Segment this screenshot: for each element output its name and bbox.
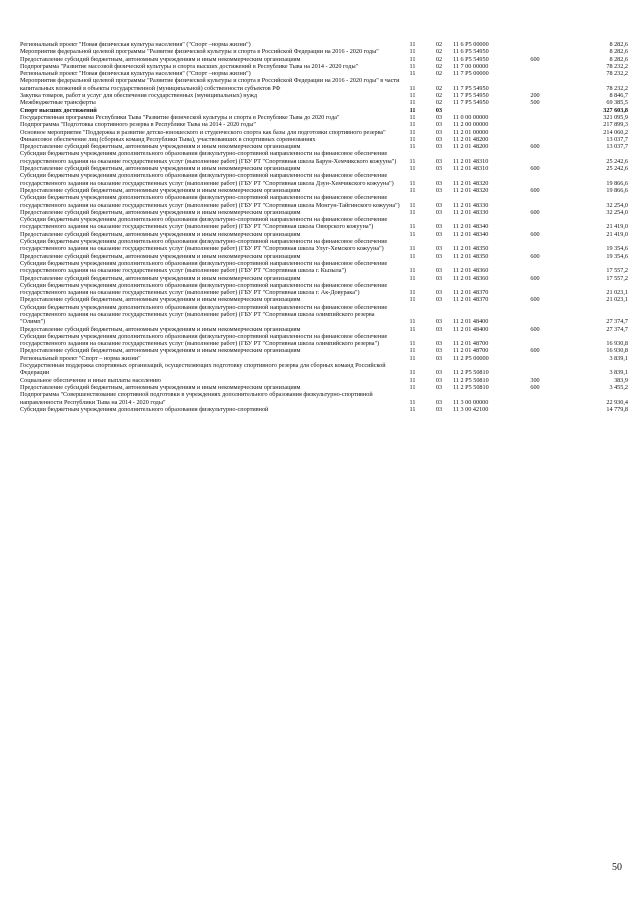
- row-amount: 25 242,6: [606, 165, 628, 173]
- row-amount: 8 846,7: [609, 92, 628, 100]
- row-name: Субсидии бюджетным учреждениям дополнительного образования физкультурно-спортивной: [20, 405, 269, 413]
- row-amount: 21 023,1: [606, 289, 628, 297]
- row-section: 11: [409, 121, 416, 129]
- row-subsection: 03: [435, 383, 443, 391]
- row-target-item: 11 6 P5 54950: [453, 48, 489, 56]
- row-amount: 19 354,6: [606, 252, 628, 260]
- row-section: 11: [409, 41, 416, 48]
- row-amount: 214 060,2: [603, 128, 628, 136]
- row-expense-type: 500: [530, 99, 540, 107]
- row-target-item: 11 2 01 48320: [453, 179, 489, 187]
- row-name: Предоставление субсидий бюджетным, автономным учреждениям и иным некоммерческим организациям: [20, 296, 301, 304]
- row-target-item: 11 2 01 48330: [453, 201, 489, 209]
- row-subsection: 03: [435, 369, 443, 377]
- row-expense-type: 600: [530, 165, 540, 173]
- row-target-item: 11 2 01 48320: [453, 186, 489, 194]
- row-target-item: 11 7 P5 54950: [453, 99, 489, 107]
- row-subsection: 03: [435, 405, 443, 413]
- row-amount: 17 557,2: [606, 267, 628, 275]
- row-amount: 78 232,2: [606, 84, 628, 92]
- row-name: Субсидии бюджетным учреждениям дополнительного образования физкультурно-спортивной направленности на финансовое обеспечение государственного задания на оказание государственных услуг (выполнение работ) (ГБУ РТ "Спортивная школа г. Ак-Довурака"): [20, 281, 388, 297]
- row-expense-type: 600: [530, 325, 540, 333]
- table-row: [20, 121, 628, 128]
- row-target-item: 11 3 00 42100: [453, 405, 489, 413]
- row-target-item: 11 2 01 48310: [453, 157, 489, 165]
- row-name: Социальное обеспечение и иные выплаты населению: [20, 376, 161, 384]
- row-amount: 32 254,0: [606, 208, 628, 216]
- row-subsection: 03: [435, 398, 443, 406]
- table-row: [20, 391, 628, 406]
- row-subsection: 02: [435, 70, 443, 78]
- row-amount: 13 037,7: [606, 143, 628, 151]
- row-amount: 32 254,0: [606, 201, 628, 209]
- row-subsection: 03: [435, 289, 443, 297]
- row-name: Региональный проект "Спорт – норма жизни": [20, 354, 141, 362]
- row-section: 11: [409, 135, 416, 143]
- row-subsection: 03: [435, 376, 443, 384]
- row-expense-type: 600: [530, 252, 540, 260]
- row-target-item: 11 0 00 00000: [453, 113, 489, 121]
- row-target-item: 11 2 01 48360: [453, 267, 489, 275]
- table-row: [20, 63, 628, 70]
- row-name: Подпрограмма "Развитие массовой физической культуры и спорта высших достижений в Республике Тыва на 2014 - 2020 годы": [20, 62, 359, 70]
- row-name: Предоставление субсидий бюджетным, автономным учреждениям и иным некоммерческим организациям: [20, 186, 301, 194]
- row-amount: 19 866,6: [606, 186, 628, 194]
- row-expense-type: [520, 260, 550, 275]
- row-section: 11: [409, 347, 416, 355]
- row-subsection: 03: [435, 274, 443, 282]
- row-expense-type: 600: [530, 274, 540, 282]
- row-amount: 383,9: [614, 376, 628, 384]
- row-amount: 27 374,7: [606, 318, 628, 326]
- table-row: [20, 296, 628, 303]
- row-subsection: 03: [435, 245, 443, 253]
- row-section: 11: [409, 165, 416, 173]
- row-subsection: 03: [435, 186, 443, 194]
- row-target-item: 11 7 P5 00000: [453, 70, 489, 78]
- row-name: Предоставление субсидий бюджетным, автономным учреждениям и иным некоммерческим организациям: [20, 230, 301, 238]
- row-amount: 13 037,7: [606, 135, 628, 143]
- row-subsection: 03: [435, 208, 443, 216]
- row-subsection: 03: [435, 143, 443, 151]
- row-subsection: 02: [435, 55, 443, 63]
- table-row: [20, 253, 628, 260]
- table-row: [20, 48, 628, 55]
- row-section: 11: [409, 70, 416, 78]
- row-amount: 3 455,2: [609, 383, 628, 391]
- row-target-item: 11 3 00 00000: [453, 398, 489, 406]
- table-row: [20, 92, 628, 99]
- row-target-item: 11 2 P5 50810: [453, 369, 489, 377]
- row-expense-type: [520, 362, 550, 377]
- row-subsection: 03: [435, 179, 443, 187]
- row-amount: 19 354,6: [606, 245, 628, 253]
- row-name: Предоставление субсидий бюджетным, автономным учреждениям и иным некоммерческим организациям: [20, 383, 301, 391]
- row-section: 11: [409, 245, 416, 253]
- row-expense-type: 300: [530, 376, 540, 384]
- row-target-item: 11 2 01 48330: [453, 208, 489, 216]
- row-expense-type: 600: [530, 186, 540, 194]
- row-section: 11: [409, 143, 416, 151]
- row-amount: 17 557,2: [606, 274, 628, 282]
- table-row: [20, 150, 628, 165]
- row-amount: 321 095,9: [603, 113, 628, 121]
- row-section: 11: [409, 230, 416, 238]
- row-amount: 19 866,6: [606, 179, 628, 187]
- row-expense-type: [520, 129, 550, 136]
- table-row: [20, 326, 628, 333]
- table-row: [20, 187, 628, 194]
- table-row: [20, 347, 628, 354]
- row-amount: 21 023,1: [606, 296, 628, 304]
- row-expense-type: 600: [530, 383, 540, 391]
- row-section: 11: [409, 405, 416, 413]
- row-amount: 3 839,1: [609, 369, 628, 377]
- page-number: 50: [612, 862, 622, 873]
- row-subsection: 02: [435, 99, 443, 107]
- row-subsection: 03: [435, 106, 443, 114]
- table-row: [20, 275, 628, 282]
- row-subsection: 03: [435, 135, 443, 143]
- row-subsection: 03: [435, 121, 443, 129]
- row-section: 11: [409, 62, 416, 70]
- row-target-item: 11 2 01 48200: [453, 143, 489, 151]
- row-section: 11: [409, 55, 416, 63]
- row-name: Субсидии бюджетным учреждениям дополнительного образования физкультурно-спортивной направленности на финансовое обеспечение государственного задания на оказание государственных услуг (выполнение работ) (ГБУ РТ "Спортивная школа олимпийского резерва"): [20, 332, 388, 348]
- row-target-item: [453, 107, 520, 114]
- row-target-item: 11 2 01 00000: [453, 128, 489, 136]
- row-expense-type: [520, 77, 550, 92]
- row-amount: 22 930,4: [606, 398, 628, 406]
- table-row: [20, 282, 628, 297]
- row-expense-type: [520, 121, 550, 128]
- row-expense-type: [520, 282, 550, 297]
- row-expense-type: 600: [530, 230, 540, 238]
- row-section: 11: [409, 99, 416, 107]
- row-name: Подпрограмма "Подготовка спортивного резерва в Республике Тыва на 2014 - 2020 годы": [20, 121, 256, 129]
- table-row: [20, 406, 628, 413]
- row-name: Подпрограмма "Совершенствование спортивной подготовки в учреждениях дополнительного образования физкультурно-спортивной направленности Республики Тыва на 2014 - 2020 годы": [20, 391, 373, 406]
- row-subsection: 03: [435, 128, 443, 136]
- row-amount: 27 374,7: [606, 325, 628, 333]
- row-expense-type: [520, 172, 550, 187]
- row-target-item: 11 2 P5 50810: [453, 376, 489, 384]
- row-target-item: 11 2 01 48350: [453, 245, 489, 253]
- row-target-item: 11 2 01 48700: [453, 340, 489, 348]
- row-section: 11: [409, 223, 416, 231]
- row-expense-type: [520, 238, 550, 253]
- table-row: [20, 165, 628, 172]
- row-name: Государственная программа Республики Тыва "Развитие физической культуры и спорта в Республике Тыва до 2020 года": [20, 113, 340, 121]
- row-expense-type: [520, 41, 550, 48]
- row-name: Региональный проект "Новая физическая культура населения" ("Спорт –норма жизни"): [20, 70, 251, 78]
- row-expense-type: [520, 48, 550, 55]
- row-subsection: 02: [435, 92, 443, 100]
- row-name: Спорт высших достижений: [20, 106, 97, 114]
- row-subsection: 03: [435, 267, 443, 275]
- row-section: 11: [409, 179, 416, 187]
- row-expense-type: 600: [530, 55, 540, 63]
- row-target-item: 11 2 01 48310: [453, 165, 489, 173]
- row-target-item: 11 2 01 48370: [453, 296, 489, 304]
- row-amount: 8 282,6: [609, 41, 628, 48]
- table-row: [20, 56, 628, 63]
- row-expense-type: [520, 63, 550, 70]
- row-name: Субсидии бюджетным учреждениям дополнительного образования физкультурно-спортивной направленности на финансовое обеспечение государственного задания на оказание государственных услуг (выполнение работ) (ГБУ РТ "Спортивная школа олимпийского резерва "Олимп"): [20, 303, 388, 326]
- row-expense-type: [520, 70, 550, 77]
- row-section: 11: [409, 113, 416, 121]
- table-row: [20, 172, 628, 187]
- row-amount: 217 899,3: [603, 121, 628, 129]
- row-subsection: 02: [435, 41, 443, 48]
- row-amount: 3 839,1: [609, 354, 628, 362]
- budget-table-body: [20, 41, 628, 413]
- row-name: Предоставление субсидий бюджетным, автономным учреждениям и иным некоммерческим организациям: [20, 347, 301, 355]
- row-section: 11: [409, 92, 416, 100]
- row-subsection: 03: [435, 354, 443, 362]
- row-section: 11: [409, 318, 416, 326]
- row-target-item: 11 2 01 48340: [453, 230, 489, 238]
- row-amount: 78 232,2: [606, 62, 628, 70]
- row-section: 11: [409, 369, 416, 377]
- row-subsection: 03: [435, 201, 443, 209]
- row-subsection: 03: [435, 113, 443, 121]
- row-section: 11: [409, 383, 416, 391]
- row-section: 11: [409, 157, 416, 165]
- row-name: Государственная поддержка спортивных организаций, осуществляющих подготовку спортивного резерва для сборных команд Российской Федерации: [20, 362, 386, 377]
- row-subsection: 03: [435, 340, 443, 348]
- row-name: Субсидии бюджетным учреждениям дополнительного образования физкультурно-спортивной направленности на финансовое обеспечение государственного задания на оказание государственных услуг (выполнение работ) (ГБУ РТ "Спортивная школа Барун-Хемчикского кожууна"): [20, 150, 397, 165]
- row-name: Субсидии бюджетным учреждениям дополнительного образования физкультурно-спортивной направленности на финансовое обеспечение государственного задания на оказание государственных услуг (выполнение работ) (ГБУ РТ "Спортивная школа Овюрского кожууна"): [20, 216, 388, 231]
- row-expense-type: [520, 107, 550, 114]
- row-section: 11: [409, 354, 416, 362]
- table-row: [20, 136, 628, 143]
- row-section: 11: [409, 84, 416, 92]
- row-name: Предоставление субсидий бюджетным, автономным учреждениям и иным некоммерческим организациям: [20, 274, 301, 282]
- row-expense-type: [520, 194, 550, 209]
- table-row: [20, 114, 628, 121]
- table-row: [20, 384, 628, 391]
- row-target-item: 11 7 P5 54950: [453, 92, 489, 100]
- row-subsection: 02: [435, 84, 443, 92]
- budget-table: [20, 41, 628, 413]
- row-name: Субсидии бюджетным учреждениям дополнительного образования физкультурно-спортивной направленности на финансовое обеспечение государственного задания на оказание государственных услуг (выполнение работ) (ГБУ РТ "Спортивная школа г. Кызыла"): [20, 259, 388, 275]
- row-subsection: 03: [435, 252, 443, 260]
- row-subsection: 03: [435, 157, 443, 165]
- row-target-item: 11 2 01 48200: [453, 135, 489, 143]
- row-subsection: 03: [435, 325, 443, 333]
- row-name: Мероприятия федеральной целевой программы "Развитие физической культуры и спорта в Российской Федерации на 2016 - 2020 годы" в части капитальных вложений в объекты государственной (муниципальной) собственности субъектов РФ: [20, 77, 400, 92]
- table-row: [20, 355, 628, 362]
- row-expense-type: [520, 333, 550, 348]
- table-row: [20, 99, 628, 106]
- row-section: 11: [409, 340, 416, 348]
- row-target-item: 11 2 P5 00000: [453, 354, 489, 362]
- row-expense-type: [520, 304, 550, 326]
- row-expense-type: 600: [530, 208, 540, 216]
- row-amount: 25 242,6: [606, 157, 628, 165]
- row-name: Региональный проект "Новая физическая культура населения" ("Спорт –норма жизни"): [20, 41, 251, 48]
- row-target-item: 11 7 00 00000: [453, 62, 489, 70]
- table-row: [20, 70, 628, 77]
- row-name: Предоставление субсидий бюджетным, автономным учреждениям и иным некоммерческим организациям: [20, 208, 301, 216]
- row-expense-type: [520, 355, 550, 362]
- row-amount: 16 930,8: [606, 340, 628, 348]
- table-row: [20, 362, 628, 377]
- table-row: [20, 216, 628, 231]
- row-target-item: 11 2 01 48340: [453, 223, 489, 231]
- table-row: [20, 77, 628, 92]
- row-section: 11: [409, 201, 416, 209]
- row-amount: 8 282,6: [609, 48, 628, 56]
- table-row: [20, 41, 628, 48]
- row-expense-type: [520, 391, 550, 406]
- row-amount: 69 385,5: [606, 99, 628, 107]
- row-section: 11: [409, 325, 416, 333]
- row-name: Предоставление субсидий бюджетным, автономным учреждениям и иным некоммерческим организациям: [20, 55, 301, 63]
- row-name: Основное мероприятие "Поддержка и развитие детско-юношеского и студенческого спорта как базы для подготовки спортивного резерва": [20, 128, 386, 136]
- table-row: [20, 107, 628, 114]
- row-section: 11: [409, 208, 416, 216]
- row-subsection: 03: [435, 296, 443, 304]
- row-section: 11: [409, 274, 416, 282]
- table-row: [20, 194, 628, 209]
- row-name: Субсидии бюджетным учреждениям дополнительного образования физкультурно-спортивной направленности на финансовое обеспечение государственного задания на оказание государственных услуг (выполнение работ) (ГБУ РТ "Спортивная школа Дзун-Хемчикского кожууна"): [20, 172, 394, 187]
- row-amount: 8 282,6: [609, 55, 628, 63]
- row-name: Предоставление субсидий бюджетным, автономным учреждениям и иным некоммерческим организациям: [20, 143, 301, 151]
- table-row: [20, 209, 628, 216]
- row-subsection: 02: [435, 48, 443, 56]
- row-expense-type: 600: [530, 143, 540, 151]
- row-subsection: 02: [435, 62, 443, 70]
- row-target-item: 11 2 01 48350: [453, 252, 489, 260]
- table-row: [20, 333, 628, 348]
- row-subsection: 03: [435, 230, 443, 238]
- row-target-item: 11 2 01 48370: [453, 289, 489, 297]
- row-name: Мероприятия федеральной целевой программы "Развитие физической культуры и спорта в Российской Федерации на 2016 - 2020 годы": [20, 48, 379, 56]
- row-amount: 78 232,2: [606, 70, 628, 78]
- row-target-item: 11 7 P5 54950: [453, 84, 489, 92]
- row-target-item: 11 2 01 48700: [453, 347, 489, 355]
- row-target-item: 11 2 P5 50810: [453, 383, 489, 391]
- table-row: [20, 143, 628, 150]
- row-amount: 327 603,8: [603, 106, 628, 114]
- row-name: Предоставление субсидий бюджетным, автономным учреждениям и иным некоммерческим организациям: [20, 165, 301, 173]
- row-expense-type: [520, 114, 550, 121]
- row-target-item: 11 6 P5 00000: [453, 41, 489, 48]
- row-amount: 21 419,0: [606, 230, 628, 238]
- row-subsection: 03: [435, 223, 443, 231]
- row-name: Субсидии бюджетным учреждениям дополнительного образования физкультурно-спортивной направленности на финансовое обеспечение государственного задания на оказание государственных услуг (выполнение работ) (ГБУ РТ "Спортивная школа Монгун-Тайгинского кожууна"): [20, 194, 400, 209]
- row-section: 11: [409, 267, 416, 275]
- row-target-item: 11 2 01 48360: [453, 274, 489, 282]
- row-name: Субсидии бюджетным учреждениям дополнительного образования физкультурно-спортивной направленности на финансовое обеспечение государственного задания на оказание государственных услуг (выполнение работ) (ГБУ РТ "Спортивная школа Улуг-Хемского кожууна"): [20, 238, 388, 253]
- row-section: 11: [409, 289, 416, 297]
- row-section: 11: [409, 376, 416, 384]
- row-target-item: 11 6 P5 54950: [453, 55, 489, 63]
- row-section: 11: [409, 296, 416, 304]
- row-target-item: 11 2 01 48400: [453, 318, 489, 326]
- row-name: Межбюджетные трансферты: [20, 99, 96, 107]
- row-expense-type: [520, 216, 550, 231]
- table-row: [20, 129, 628, 136]
- row-amount: 21 419,0: [606, 223, 628, 231]
- row-name: Предоставление субсидий бюджетным, автономным учреждениям и иным некоммерческим организациям: [20, 252, 301, 260]
- table-row: [20, 231, 628, 238]
- row-expense-type: 600: [530, 296, 540, 304]
- row-expense-type: 200: [530, 92, 540, 100]
- row-target-item: 11 2 01 48400: [453, 325, 489, 333]
- row-amount: 14 779,8: [606, 405, 628, 413]
- table-row: [20, 304, 628, 326]
- table-row: [20, 377, 628, 384]
- row-subsection: 03: [435, 318, 443, 326]
- row-section: 11: [409, 398, 416, 406]
- row-section: 11: [409, 106, 416, 114]
- row-section: 11: [409, 128, 416, 136]
- table-row: [20, 260, 628, 275]
- table-row: [20, 238, 628, 253]
- row-name: Финансовое обеспечение лиц (сборных команд Республики Тыва), участвовавших в спортивных соревнованиях: [20, 135, 316, 143]
- row-subsection: 03: [435, 347, 443, 355]
- row-section: 11: [409, 252, 416, 260]
- row-section: 11: [409, 186, 416, 194]
- row-name: Закупка товаров, работ и услуг для обеспечения государственных (муниципальных) нужд: [20, 92, 258, 100]
- row-expense-type: [520, 136, 550, 143]
- row-expense-type: [520, 150, 550, 165]
- row-expense-type: [520, 406, 550, 413]
- row-expense-type: 600: [530, 347, 540, 355]
- row-subsection: 03: [435, 165, 443, 173]
- row-section: 11: [409, 48, 416, 56]
- row-target-item: 11 2 00 00000: [453, 121, 489, 129]
- row-amount: 16 930,8: [606, 347, 628, 355]
- row-name: Предоставление субсидий бюджетным, автономным учреждениям и иным некоммерческим организациям: [20, 325, 301, 333]
